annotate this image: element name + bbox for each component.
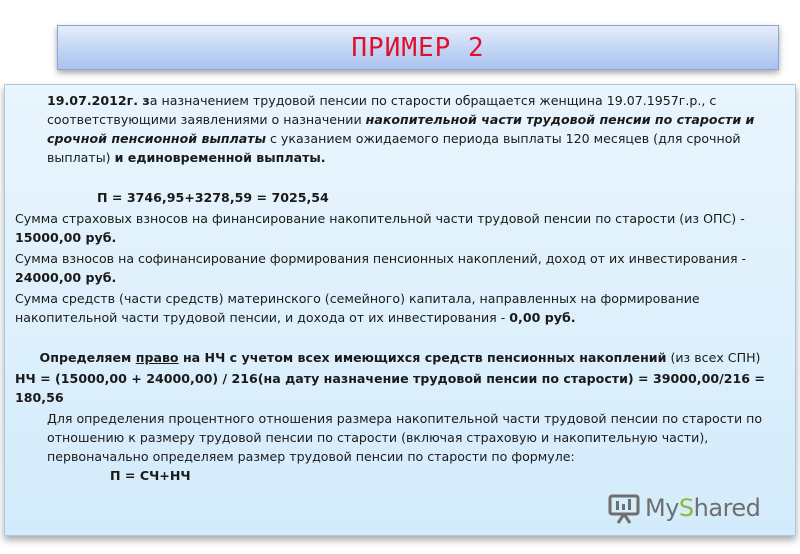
intro-text-2: с указанием ожидаемого периода выплаты 120 месяцев (для срочной выплаты): [47, 131, 741, 165]
item-text: Сумма взносов на софинансирование формирования пенсионных накоплений, доход от их инвестирования -: [15, 251, 747, 266]
content-panel: [4, 84, 796, 536]
item-line: [15, 209, 785, 247]
intro-text-1: а назначением трудовой пенсии по старости обращается женщина 19.07.1957г.р., с соответствующими заявлениями о назначении: [47, 93, 717, 127]
item-value: 24000,00 руб.: [15, 270, 117, 285]
formula-p: П = 3746,95+3278,59 = 7025,54: [97, 190, 329, 205]
determine-underlined: право: [135, 350, 179, 365]
myshared-watermark: [607, 491, 760, 525]
watermark-text: MyShared: [645, 494, 761, 522]
determine-line: [15, 348, 785, 367]
item-value: 0,00 руб.: [509, 310, 576, 325]
determine-post: на НЧ с учетом всех имеющихся средств пенсионных накоплений: [178, 350, 667, 365]
determine-pre: Определяем: [39, 350, 136, 365]
item-line: [15, 289, 785, 327]
intro-emphasis: накопительной части трудовой пенсии по старости и срочной пенсионной выплаты: [47, 112, 755, 146]
item-text: Сумма страховых взносов на финансирование накопительной части трудовой пенсии по старости (из ОПС) -: [15, 211, 745, 226]
item-text: Сумма средств (части средств) материнского (семейного) капитала, направленных на формирование накопительной части трудовой пенсии, и дохода от их инвестирования -: [15, 291, 700, 325]
last-paragraph: Для определения процентного отношения размера накопительной части трудовой пенсии по старости по отношению к размеру трудовой пенсии по старости (включая страховую и накопительную части), первоначально определяем размер трудовой пенсии по старости по формуле:: [47, 411, 763, 464]
intro-paragraph: [15, 91, 785, 167]
determine-tail: (из всех СПН): [666, 350, 761, 365]
item-line: [15, 249, 785, 287]
title-banner: [57, 25, 779, 70]
page-title: ПРИМЕР 2: [351, 32, 485, 63]
formula-pcn: П = СЧ+НЧ: [110, 468, 191, 483]
intro-bold: и единовременной выплаты.: [114, 150, 326, 165]
item-value: 15000,00 руб.: [15, 230, 117, 245]
intro-date: 19.07.2012г. з: [47, 93, 150, 108]
nch-formula: НЧ = (15000,00 + 24000,00) / 216(на дату назначение трудовой пенсии по старости) = 39000,00/216 = 180,56: [15, 371, 765, 405]
presentation-board-icon: [607, 491, 641, 525]
